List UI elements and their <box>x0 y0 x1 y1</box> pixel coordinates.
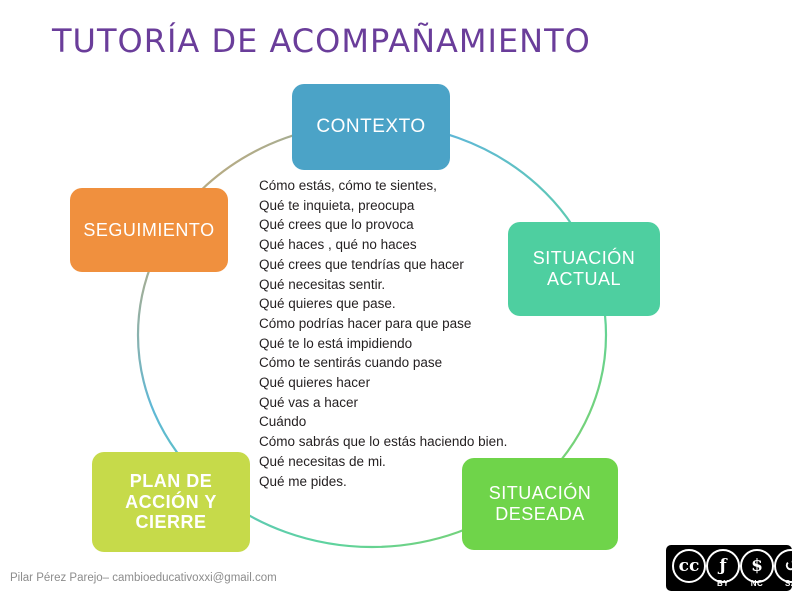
question-item: Qué necesitas sentir. <box>259 276 386 292</box>
node-situacion-actual[interactable] <box>508 222 660 316</box>
node-seguimiento[interactable] <box>70 188 228 272</box>
node-seguimiento-label: SEGUIMIENTO <box>83 219 215 240</box>
cc-mark-slot <box>672 546 706 590</box>
question-item: Cuándo <box>259 414 307 430</box>
question-item: Cómo sabrás que lo estás haciendo bien. <box>259 434 508 450</box>
node-plan-de-accion-y-cierre[interactable] <box>92 452 250 552</box>
question-item: Qué me pides. <box>259 473 347 489</box>
page-title: TUTORÍA DE ACOMPAÑAMIENTO <box>52 22 591 60</box>
cc-by-icon: ƒ <box>706 549 740 583</box>
question-item: Cómo te sentirás cuando pase <box>259 355 443 371</box>
node-contexto[interactable] <box>292 84 450 170</box>
question-item: Qué vas a hacer <box>259 394 359 410</box>
cc-logo-icon: cc <box>672 549 706 583</box>
question-item: Cómo podrías hacer para que pase <box>259 315 472 331</box>
node-situacion-deseada-label: SITUACIÓN DESEADA <box>488 483 592 524</box>
questions-list <box>259 176 509 491</box>
author-credit: Pilar Pérez Parejo– cambioeducativoxxi@gmail.com <box>10 572 277 584</box>
cc-by-slot <box>706 546 740 590</box>
cc-sa-icon: ↺ <box>774 549 800 583</box>
question-item: Qué quieres que pase. <box>259 296 396 312</box>
cc-nc-label: NC <box>750 579 764 588</box>
cc-sa-slot <box>774 546 800 590</box>
creative-commons-badge <box>666 545 799 591</box>
cc-by-label: BY <box>716 579 730 588</box>
node-plan-label: PLAN DE ACCIÓN Y CIERRE <box>125 470 217 533</box>
question-item: Qué te inquieta, preocupa <box>259 197 415 213</box>
question-item: Qué quieres hacer <box>259 375 371 391</box>
node-situacion-actual-label: SITUACIÓN ACTUAL <box>532 248 636 289</box>
question-item: Qué haces , qué no haces <box>259 237 417 253</box>
question-item: Qué te lo está impidiendo <box>259 335 413 351</box>
node-contexto-label: CONTEXTO <box>316 116 426 138</box>
cc-nc-slot <box>740 546 774 590</box>
question-item: Cómo estás, cómo te sientes, <box>259 178 437 193</box>
question-item: Qué crees que lo provoca <box>259 217 414 233</box>
cc-sa-label: SA <box>784 579 798 588</box>
question-item: Qué crees que tendrías que hacer <box>259 256 464 272</box>
cc-nc-icon: $ <box>740 549 774 583</box>
question-item: Qué necesitas de mi. <box>259 453 386 469</box>
